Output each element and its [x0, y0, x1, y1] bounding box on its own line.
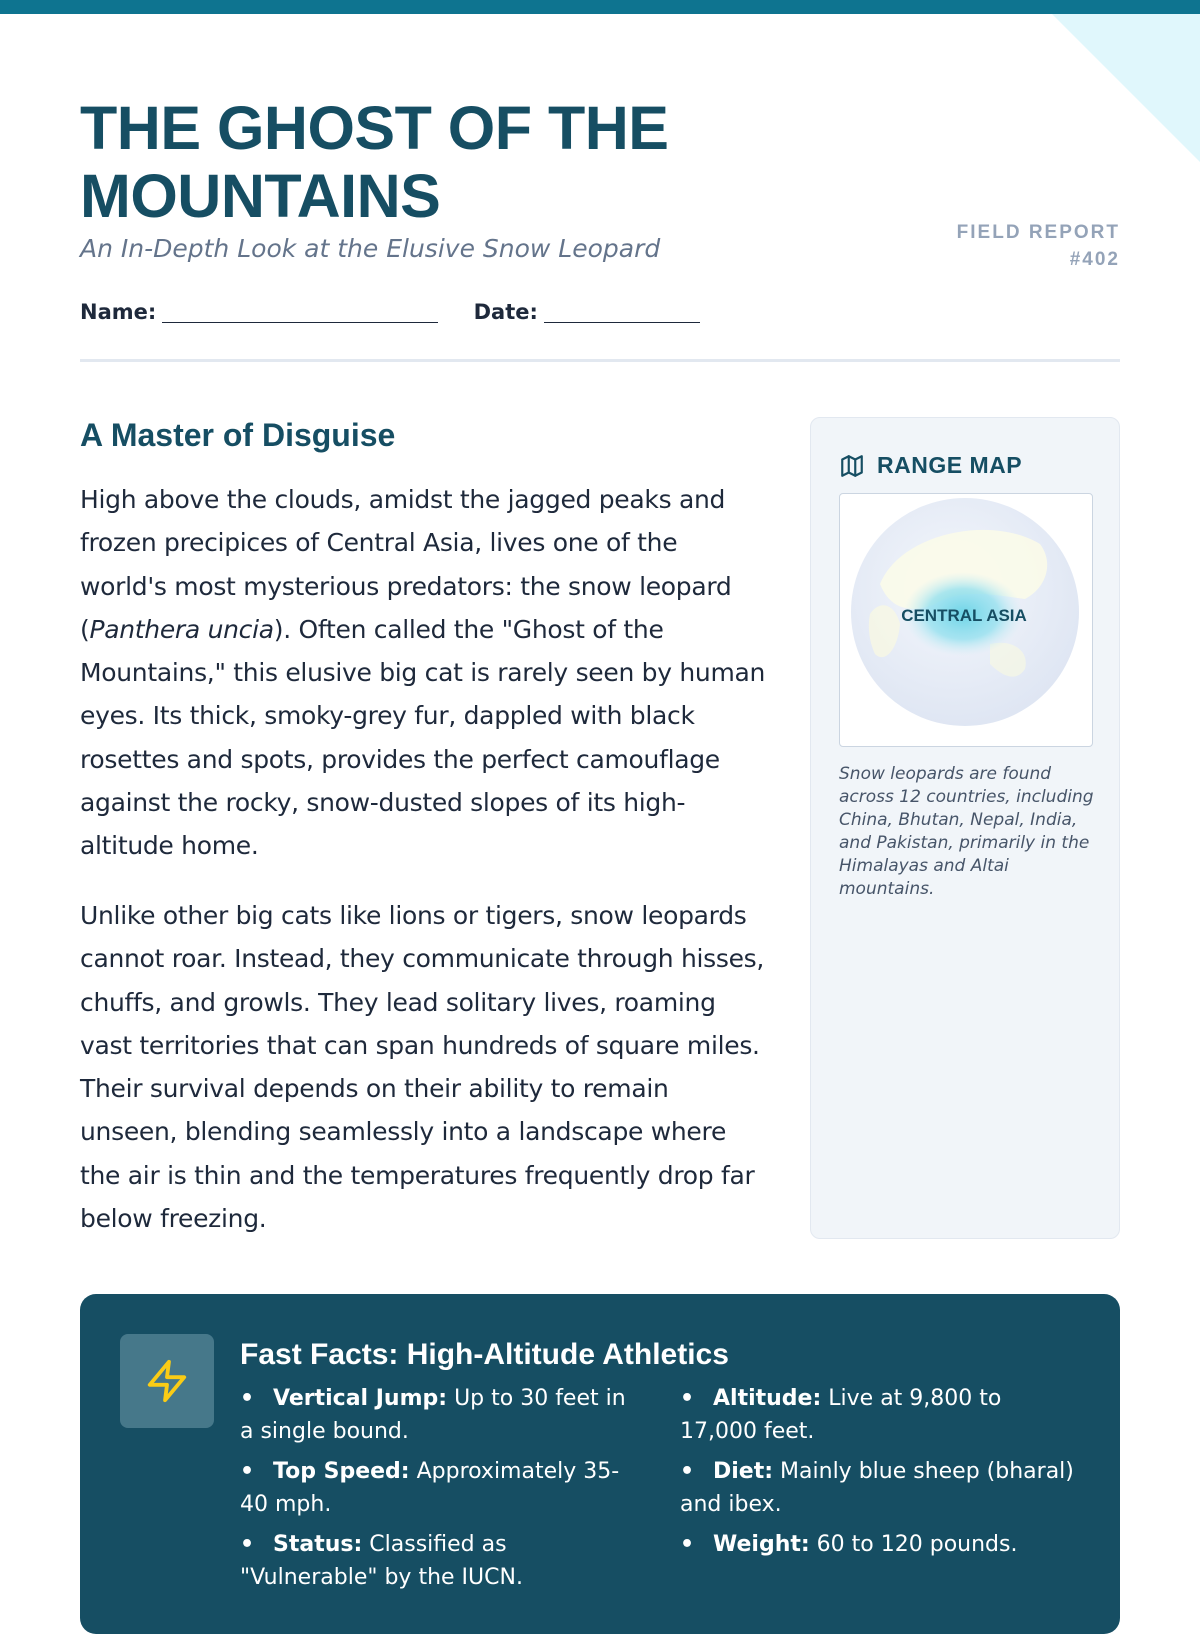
name-blank: [162, 302, 438, 323]
fact-item: [240, 1455, 640, 1521]
facts-column-2: [680, 1382, 1080, 1568]
range-map-image: [839, 493, 1093, 747]
fact-label: Status:: [273, 1532, 363, 1557]
fact-label: Diet:: [713, 1459, 774, 1484]
para1-after: ). Often called the "Ghost of the Mountains," this elusive big cat is rarely seen by human eyes. Its thick, smoky-grey fur, dappled with black rosettes and spots, provides the perfect camouflage against the rocky, snow-dusted slopes of its high-altitude home.: [80, 614, 766, 861]
field-report-label: [957, 219, 1120, 273]
date-blank: [544, 302, 700, 323]
article-paragraph-2: Unlike other big cats like lions or tigers, snow leopards cannot roar. Instead, they communicate through hisses, chuffs, and growls. They lead solitary lives, roaming vast territories that can span hundreds of square miles. Their survival depends on their ability to remain unseen, blending seamlessly into a landscape where the air is thin and the temperatures frequently drop far below freezing.: [80, 901, 765, 1234]
name-date-row: [80, 300, 700, 324]
map-caption: Snow leopards are found across 12 countries, including China, Bhutan, Nepal, India, and Pakistan, primarily in the Himalayas and Altai mountains.: [839, 764, 1094, 899]
para1-before: High above the clouds, amidst the jagged peaks and frozen precipices of Central Asia, lives one of the world's most mysterious predators: the snow leopard (: [80, 485, 732, 644]
fact-item: [240, 1528, 640, 1594]
corner-decoration: [1052, 14, 1200, 162]
fact-text: Up to 30 feet in a single bound.: [240, 1386, 626, 1444]
fact-label: Vertical Jump:: [273, 1386, 448, 1411]
fact-label: Weight:: [713, 1532, 810, 1557]
fact-text: Live at 9,800 to 17,000 feet.: [680, 1386, 1002, 1444]
fact-item: [680, 1528, 1080, 1561]
section-heading: A Master of Disguise: [80, 417, 396, 453]
field-report-number: #402: [1069, 249, 1120, 270]
latin-name: Panthera uncia: [89, 614, 274, 644]
map-icon: [839, 453, 865, 479]
fact-item: [680, 1382, 1080, 1448]
facts-column-1: [240, 1382, 640, 1601]
date-label: Date:: [473, 300, 538, 324]
fact-text: Approximately 35-40 mph.: [240, 1459, 620, 1517]
top-accent-bar: [0, 0, 1200, 14]
header-divider: [80, 359, 1120, 362]
fact-text: Mainly blue sheep (bharal) and ibex.: [680, 1459, 1074, 1517]
fact-text: Classified as "Vulnerable" by the IUCN.: [240, 1532, 523, 1590]
field-report-text: FIELD REPORT: [956, 222, 1120, 243]
article-paragraph-1: [80, 478, 770, 868]
fact-item: [240, 1382, 640, 1448]
range-map-card: [810, 417, 1120, 1239]
globe-map: [840, 494, 1091, 745]
fast-facts-title: Fast Facts: High-Altitude Athletics: [240, 1338, 729, 1371]
fact-item: [680, 1455, 1080, 1521]
fact-text: 60 to 120 pounds.: [816, 1532, 1018, 1557]
fact-label: Top Speed:: [273, 1459, 410, 1484]
lightning-icon: [144, 1358, 190, 1404]
name-label: Name:: [80, 300, 157, 324]
range-map-header: [839, 452, 1022, 479]
region-label: CENTRAL ASIA: [901, 606, 1027, 625]
facts-icon-tile: [120, 1334, 214, 1428]
fast-facts-panel: [80, 1294, 1120, 1634]
page-title: THE GHOST OF THE MOUNTAINS: [80, 94, 669, 230]
range-map-title: RANGE MAP: [877, 452, 1023, 478]
page-subtitle: An In-Depth Look at the Elusive Snow Leopard: [80, 234, 661, 263]
fact-label: Altitude:: [713, 1386, 822, 1411]
